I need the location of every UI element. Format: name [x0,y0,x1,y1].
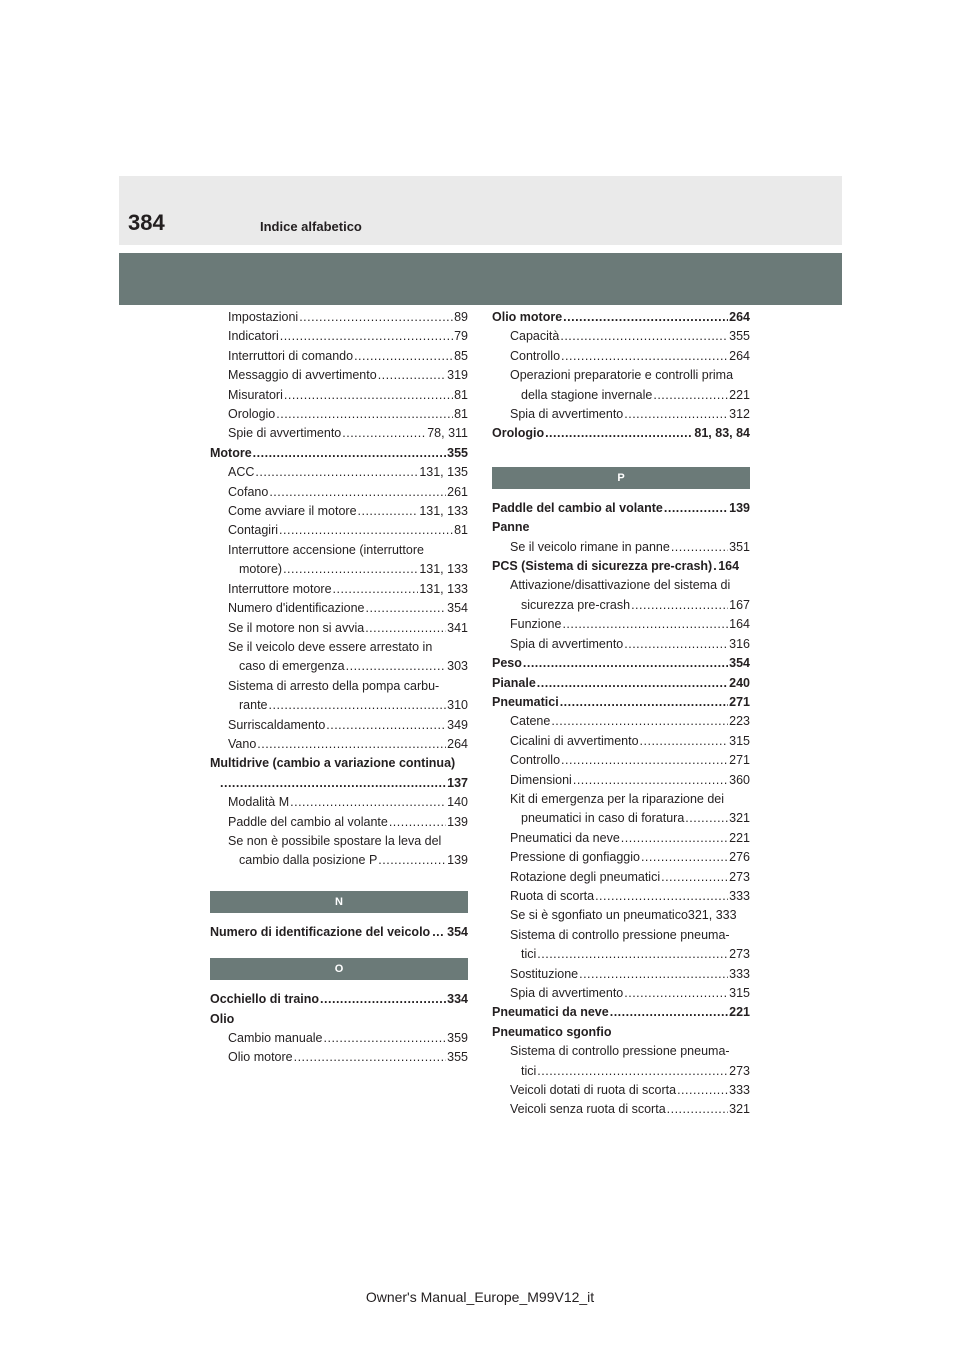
index-entry: Modalità M ..... 140 [210,793,468,812]
index-heading-orologio: Orologio ..... 81, 83, 84 [492,424,750,443]
index-entry: Sostituzione ..... 333 [492,965,750,984]
index-entry: Spie di avvertimento ..... 78, 311 [210,424,468,443]
index-heading-peso: Peso ..... 354 [492,654,750,673]
index-entry: Catene ..... 223 [492,712,750,731]
index-heading-pcs: PCS (Sistema di sicurezza pre-crash) ..... 164 [492,557,750,576]
index-entry: Ruota di scorta ..... 333 [492,887,750,906]
index-heading-occhiello: Occhiello di traino ..... 334 [210,990,468,1009]
index-heading-motore: Motore ..... 355 [210,444,468,463]
index-entry-line1: Operazioni preparatorie e controlli prima [510,368,734,383]
footer-doc-id: Owner's Manual_Europe_M99V12_it [365,1289,595,1305]
index-heading-multidrive-page: ..... 137 [210,774,468,793]
index-entry: ACC ..... 131, 135 [210,463,468,482]
index-entry-cont: tici ..... 273 [492,1062,750,1081]
index-entry: Spia di avvertimento ..... 312 [492,405,750,424]
index-entry: Interruttore motore ..... 131, 133 [210,580,468,599]
index-entry: Surriscaldamento ..... 349 [210,716,468,735]
index-entry-line1: Attivazione/disattivazione del sistema di [510,578,731,593]
index-entry: Spia di avvertimento ..... 316 [492,635,750,654]
index-entry: Impostazioni ..... 89 [210,308,468,327]
index-entry: Olio motore ..... 355 [210,1048,468,1067]
index-heading-panne: Panne [492,520,530,535]
page-header [119,176,842,245]
index-entry: Orologio ..... 81 [210,405,468,424]
index-entry: Spia di avvertimento ..... 315 [492,984,750,1003]
index-entry-cont: motore) ..... 131, 133 [210,560,468,579]
index-heading-pneumatico-sgonfio: Pneumatico sgonfio [492,1024,612,1039]
index-entry: Numero d'identificazione ..... 354 [210,599,468,618]
letter-heading-p: P [492,467,750,489]
index-entry-line1: Sistema di controllo pressione pneuma- [510,927,730,942]
index-entry-line1: Se il veicolo deve essere arrestato in [228,639,433,654]
index-column-left [210,308,468,1068]
index-heading-numero: Numero di identificazione del veicolo ..... 354 [210,923,468,942]
index-entry-cont: rante ..... 310 [210,696,468,715]
index-heading-pianale: Pianale ..... 240 [492,674,750,693]
index-entry: Indicatori ..... 79 [210,327,468,346]
index-entry: Cicalini di avvertimento ..... 315 [492,732,750,751]
index-entry: Se il motore non si avvia ..... 341 [210,619,468,638]
index-heading-olio: Olio [210,1011,235,1026]
index-entry-cont: della stagione invernale ..... 221 [492,386,750,405]
index-entry: Vano ..... 264 [210,735,468,754]
index-entry-line1: Kit di emergenza per la riparazione dei [510,791,725,806]
index-entry: Veicoli senza ruota di scorta ..... 321 [492,1100,750,1119]
index-entry-cont: sicurezza pre-crash ..... 167 [492,596,750,615]
index-column-right [492,308,750,1120]
index-entry-line1: Se non è possibile spostare la leva del [228,833,442,848]
index-entry: Capacità ..... 355 [492,327,750,346]
index-entry: Pressione di gonfiaggio ..... 276 [492,848,750,867]
index-entry: Dimensioni ..... 360 [492,771,750,790]
page-number: 384 [128,210,165,235]
index-heading-pneumatici: Pneumatici ..... 271 [492,693,750,712]
index-entry: Come avviare il motore ..... 131, 133 [210,502,468,521]
header-band [119,253,842,305]
index-entry: Controllo ..... 264 [492,347,750,366]
index-entry: Veicoli dotati di ruota di scorta ..... 333 [492,1081,750,1100]
index-heading-olio-motore: Olio motore ..... 264 [492,308,750,327]
index-entry-line1: Sistema di arresto della pompa carbu- [228,678,440,693]
index-entry: Pneumatici da neve ..... 221 [492,829,750,848]
index-entry: Paddle del cambio al volante ..... 139 [210,813,468,832]
index-entry: Cambio manuale ..... 359 [210,1029,468,1048]
index-entry: Contagiri ..... 81 [210,521,468,540]
index-entry: Funzione ..... 164 [492,615,750,634]
index-entry: Cofano ..... 261 [210,483,468,502]
index-entry-cont: tici ..... 273 [492,945,750,964]
index-entry-cont: pneumatici in caso di foratura ..... 321 [492,809,750,828]
index-entry: Se il veicolo rimane in panne ..... 351 [492,538,750,557]
index-entry-cont: cambio dalla posizione P ..... 139 [210,851,468,870]
index-entry: Messaggio di avvertimento ..... 319 [210,366,468,385]
index-heading-multidrive: Multidrive (cambio a variazione continua) [210,756,456,771]
index-entry-line1: Sistema di controllo pressione pneuma- [510,1044,730,1059]
letter-heading-n: N [210,891,468,913]
index-heading-paddle: Paddle del cambio al volante ..... 139 [492,499,750,518]
index-entry-cont: caso di emergenza ..... 303 [210,657,468,676]
section-title: Indice alfabetico [260,219,362,234]
index-entry: Misuratori ..... 81 [210,386,468,405]
index-entry: Controllo ..... 271 [492,751,750,770]
index-entry: Rotazione degli pneumatici ..... 273 [492,868,750,887]
index-entry-line1: Interruttore accensione (interruttore [228,542,424,557]
index-entry: Se si è sgonfiato un pneumatico 321, 333 [510,908,737,923]
index-entry: Interruttori di comando ..... 85 [210,347,468,366]
letter-heading-o: O [210,958,468,980]
index-heading-pneumatici-neve: Pneumatici da neve ..... 221 [492,1003,750,1022]
